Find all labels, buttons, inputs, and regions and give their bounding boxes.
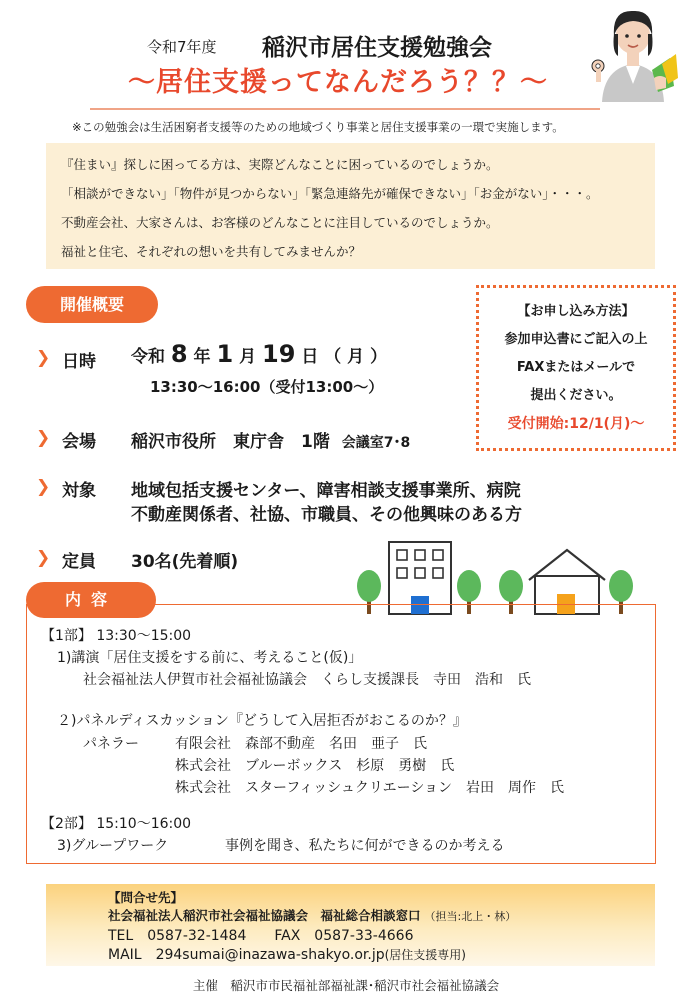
header-title: 稲沢市居住支援勉強会 (262, 35, 492, 61)
contact-org-name: 社会福祉法人稲沢市社会福祉協議会 福祉総合相談窓口 (108, 908, 421, 923)
intro-line: 『住まい』探しに困ってる方は、実際どんなことに困っているのでしょうか。 (61, 157, 499, 172)
lecture-title: 1)講演「居住支援をする前に、考えること(仮)」 (57, 650, 363, 666)
contact-mail (108, 944, 466, 964)
group-work-desc: 事例を聞き、私たちに何ができるのか考える (225, 838, 505, 854)
woman-ok-gesture-illustration (588, 4, 678, 106)
sponsor: 主催 稲沢市市民福祉部福祉課･稲沢市社会福祉協議会 (192, 978, 500, 993)
venue-name: 稲沢市役所 東庁舎 1階 (131, 432, 330, 452)
intro-line: 福祉と住宅、それぞれの想いを共有してみませんか？ (61, 244, 362, 259)
date-era: 令和 (131, 347, 165, 367)
apply-heading: 【お申し込み方法】 (517, 304, 635, 319)
capacity: 30名(先着順) (131, 552, 239, 572)
title-divider (90, 108, 600, 110)
intro-line: 不動産会社、大家さんは、お客様のどんなことに注目しているのでしょうか。 (61, 215, 499, 230)
contact-persons: （担当:北上・林） (424, 910, 517, 923)
venue-label: 会場 (62, 432, 96, 452)
group-work-title: 3)グループワーク (57, 838, 169, 854)
program-content-box (26, 604, 656, 864)
panelists-label: パネラー (83, 736, 139, 752)
apply-line: 参加申込書にご記入の上 (504, 332, 648, 347)
intro-line: 「相談ができない」「物件が見つからない」「緊急連絡先が確保できない」「お金がない」・・・。 (61, 186, 599, 201)
target-label: 対象 (62, 481, 96, 501)
overview-heading: 開催概要 (26, 286, 158, 323)
program-note: ※この勉強会は生活困窮者支援等のための地域づくり事業と居住支援事業の一環で実施します。 (72, 120, 564, 134)
date-label: 日時 (62, 352, 96, 372)
apply-line: FAXまたはメールで (516, 360, 636, 375)
intro-box (46, 143, 655, 269)
date-year-unit: 年 (193, 347, 211, 367)
header-year: 令和7年度 (147, 38, 217, 56)
chevron-right-icon: ❯ (36, 548, 51, 568)
content-heading: 内容 (26, 582, 156, 618)
contact-tel-fax: TEL 0587-32-1484 FAX 0587-33-4666 (108, 928, 414, 944)
target-line: 地域包括支援センター、障害相談支援事業所、病院 (131, 481, 521, 501)
chevron-right-icon: ❯ (36, 428, 51, 448)
header-subtitle: ～居住支援ってなんだろう？？～ (128, 67, 548, 98)
date-weekday: （ 月 ） (324, 347, 388, 367)
application-box (476, 285, 676, 451)
apply-line: 提出ください。 (530, 388, 622, 403)
panelist: 株式会社 ブルーボックス 杉原 勇樹 氏 (175, 758, 455, 774)
chevron-right-icon: ❯ (36, 477, 51, 497)
chevron-right-icon: ❯ (36, 348, 51, 368)
date-year: 8 (170, 340, 188, 368)
contact-org (108, 906, 516, 924)
panel-title: ２)パネルディスカッション『どうして入居拒否がおこるのか？』 (57, 713, 467, 729)
date-month: 1 (216, 340, 234, 368)
date-month-unit: 月 (239, 347, 257, 367)
venue-room: 会議室7･8 (341, 435, 411, 451)
target-line: 不動産関係者、社協、市職員、その他興味のある方 (131, 505, 522, 525)
event-date (131, 340, 387, 368)
contact-box (46, 884, 655, 966)
lecture-speaker: 社会福祉法人伊賀市社会福祉協議会 くらし支援課長 寺田 浩和 氏 (83, 672, 531, 688)
apply-start-date: 受付開始:12/1(月)～ (507, 416, 645, 432)
contact-mail-note: (居住支援専用) (384, 948, 466, 962)
part2-heading: 【2部】 15:10～16:00 (41, 816, 192, 832)
event-time: 13:30～16:00（受付13:00～） (150, 378, 384, 396)
part1-heading: 【1部】 13:30～15:00 (41, 628, 192, 644)
date-day-unit: 日 (301, 347, 319, 367)
date-day: 19 (262, 340, 296, 368)
contact-mail-address[interactable]: MAIL 294sumai@inazawa-shakyo.or.jp (108, 947, 385, 963)
panelist: 有限会社 森部不動産 名田 亜子 氏 (175, 736, 427, 752)
venue (131, 427, 410, 452)
contact-heading: 【問合せ先】 (108, 890, 184, 905)
panelist: 株式会社 スターフィッシュクリエーション 岩田 周作 氏 (175, 780, 565, 796)
capacity-label: 定員 (62, 552, 96, 572)
